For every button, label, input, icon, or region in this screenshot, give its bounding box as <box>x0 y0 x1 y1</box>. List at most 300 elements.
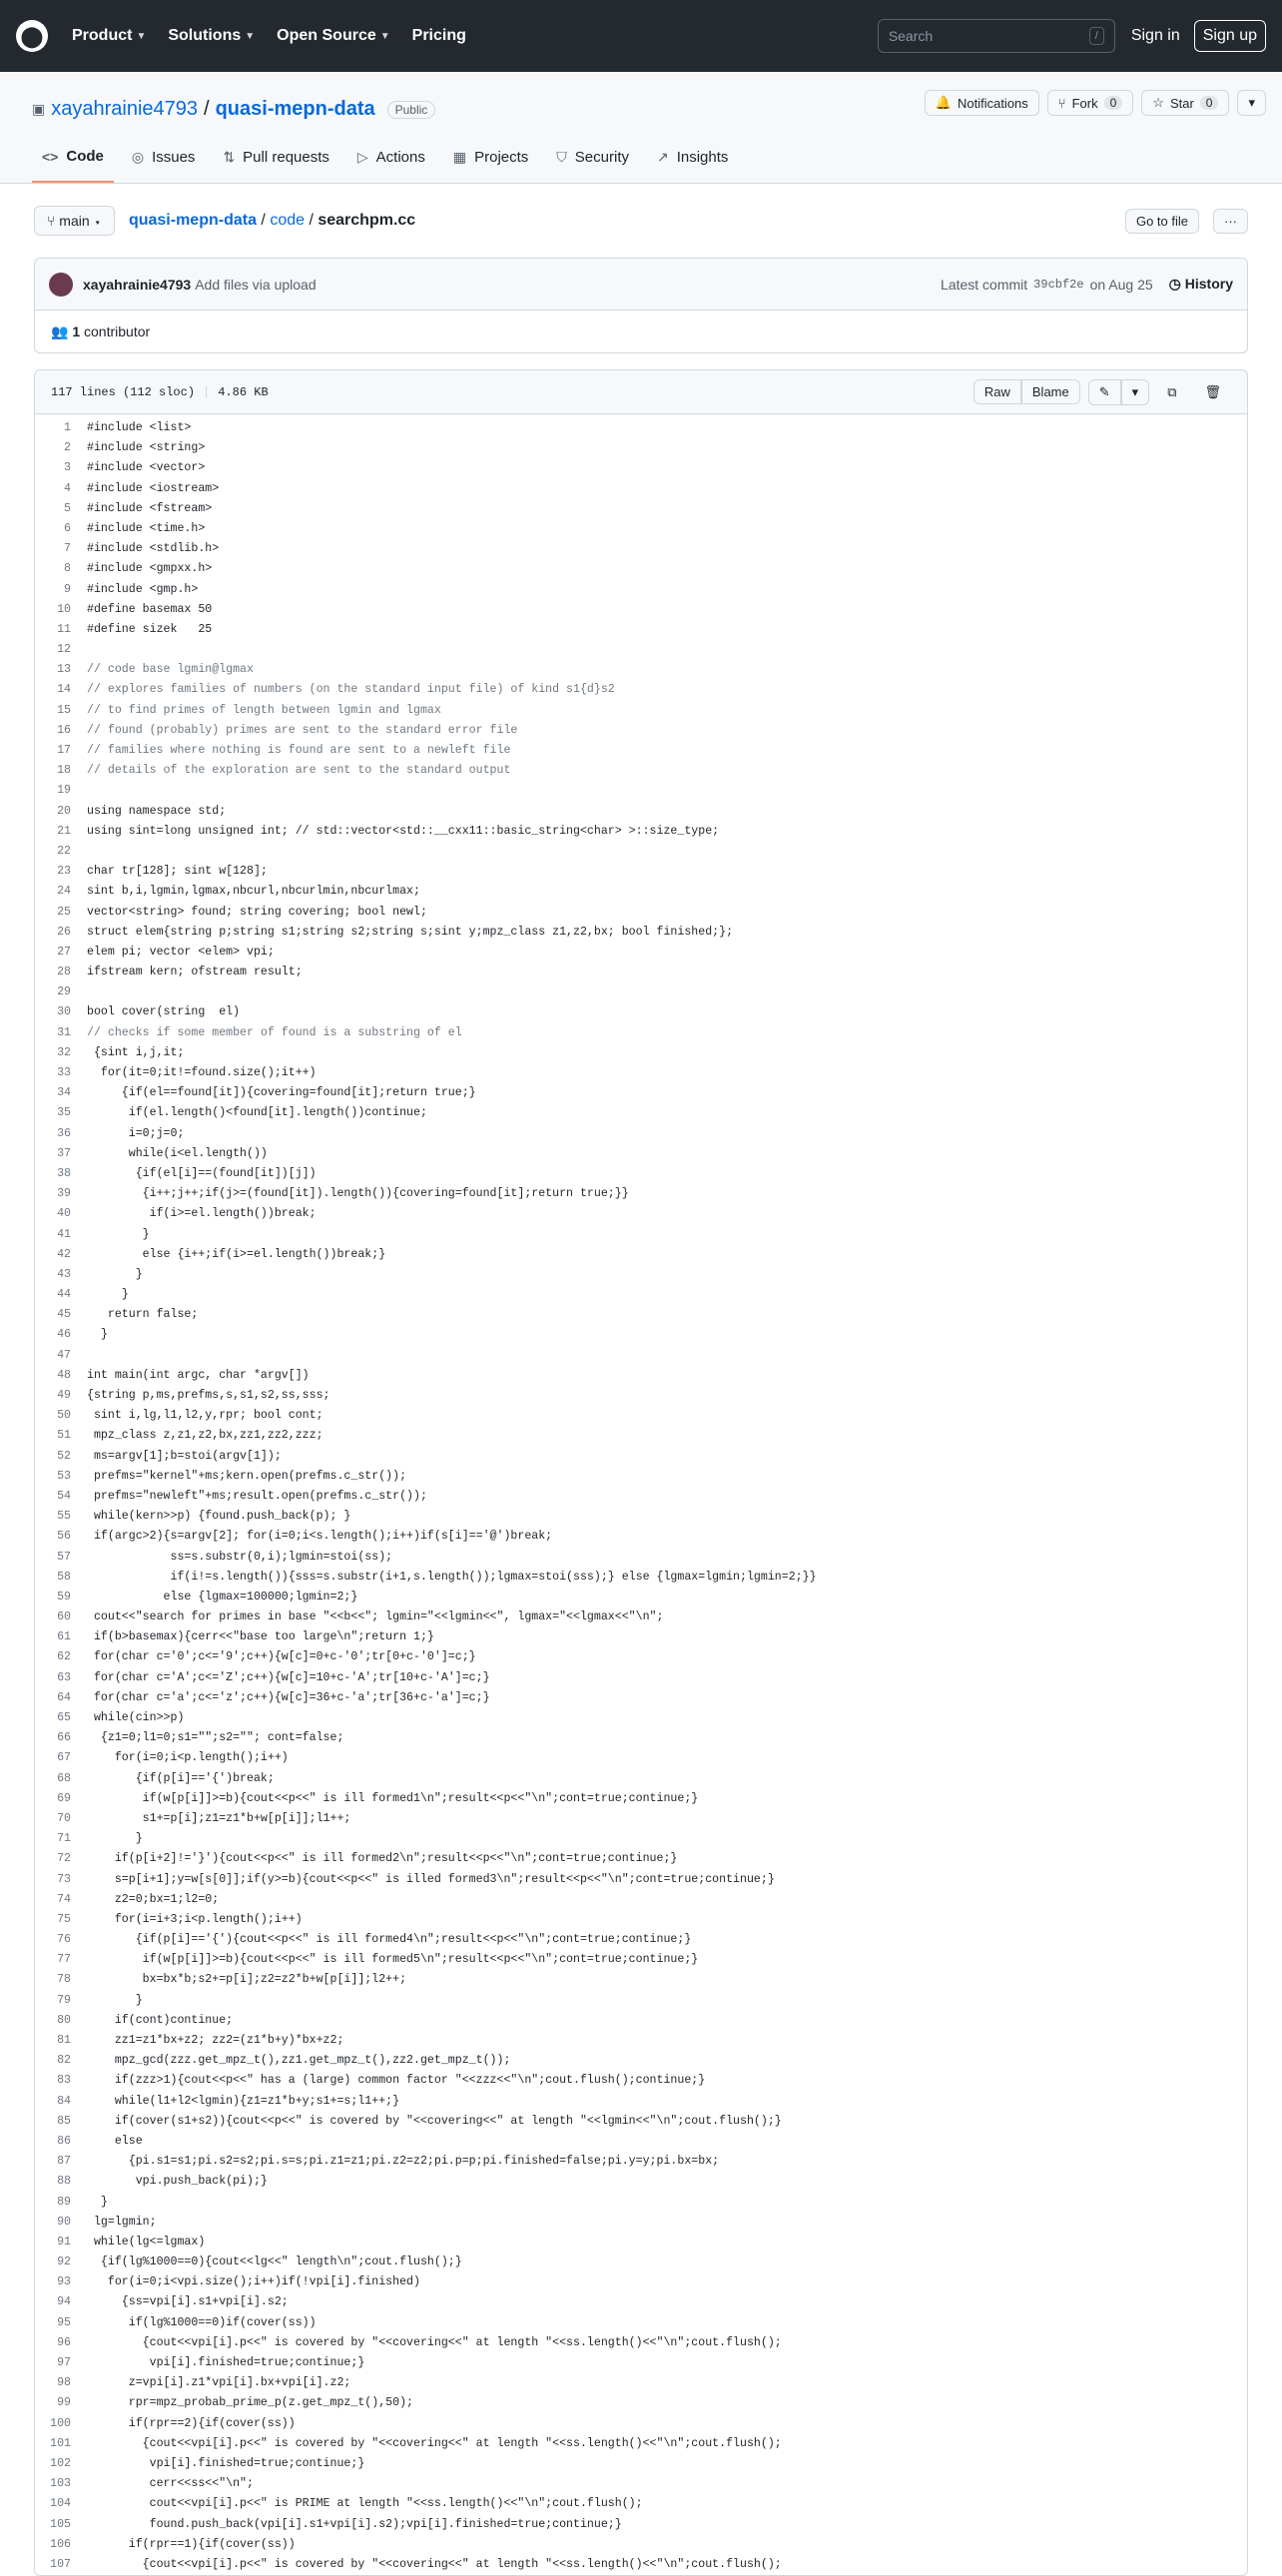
line-number[interactable]: 92 <box>57 2255 71 2269</box>
code-line <box>35 882 1247 902</box>
line-number[interactable]: 97 <box>57 2356 71 2369</box>
line-number[interactable]: 30 <box>57 1005 71 1019</box>
commit-box <box>34 258 1248 353</box>
line-number[interactable]: 104 <box>50 2497 71 2511</box>
code-line <box>35 1970 1247 1990</box>
nav-open-source[interactable]: Open Source ▼ <box>277 27 390 44</box>
line-number[interactable]: 38 <box>57 1166 71 1180</box>
code-line <box>35 1002 1247 1022</box>
code-line <box>35 1789 1247 1809</box>
star-count: 0 <box>1200 96 1219 110</box>
contributor-count: 1 <box>72 323 81 339</box>
code-line <box>35 903 1247 923</box>
pencil-icon[interactable]: ✎ <box>1088 379 1121 405</box>
line-number[interactable]: 82 <box>57 2054 71 2068</box>
breadcrumb-repo[interactable]: quasi-mepn-data <box>128 212 257 229</box>
star-dropdown-button[interactable] <box>1237 90 1266 116</box>
code-line <box>35 2474 1247 2494</box>
line-number[interactable]: 58 <box>57 1570 71 1584</box>
line-number[interactable]: 76 <box>57 1933 71 1947</box>
code-line <box>35 499 1247 519</box>
line-text: // families where nothing is found are sent to a newleft file <box>87 744 511 757</box>
line-text: {if(p[i]=='{'){cout<<p<<" is ill formed4\n";result<<p<<"\n";cont=true;continue;} <box>87 1933 692 1947</box>
line-text: {i++;j++;if(j>=(found[it]).length()){covering=found[it];return true;}} <box>87 1187 629 1201</box>
line-number[interactable]: 4 <box>64 481 71 495</box>
code-line <box>35 2132 1247 2152</box>
star-label: Star <box>1169 95 1194 111</box>
star-icon: ☆ <box>1152 95 1164 110</box>
line-text: #include <fstream> <box>87 501 213 515</box>
code-line <box>35 1568 1247 1588</box>
line-number[interactable]: 102 <box>50 2456 71 2470</box>
code-line <box>35 1144 1247 1164</box>
line-number[interactable]: 49 <box>57 1389 71 1402</box>
code-line <box>35 1204 1247 1224</box>
line-number[interactable]: 81 <box>57 2034 71 2047</box>
contributors[interactable] <box>35 311 1247 352</box>
line-number[interactable]: 103 <box>50 2477 71 2491</box>
line-text: {pi.s1=s1;pi.s2=s2;pi.s=s;pi.z1=z1;pi.z2=z2;pi.p=p;pi.finished=false;pi.y=y;pi.bx=bx; <box>87 2155 720 2169</box>
branch-icon: ⑂ <box>47 213 60 229</box>
line-number[interactable]: 90 <box>57 2215 71 2229</box>
line-number[interactable]: 42 <box>57 1247 71 1261</box>
code-line <box>35 1103 1247 1123</box>
code-line <box>35 1910 1247 1930</box>
line-number[interactable]: 15 <box>57 703 71 717</box>
line-text: if(zzz>1){cout<<p<<" has a (large) common factor "<<zzz<<"\n";cout.flush();continue;} <box>87 2074 706 2088</box>
line-number[interactable]: 12 <box>57 643 71 657</box>
more-options-button[interactable]: ··· <box>1213 209 1248 234</box>
line-text: else {lgmax=100000;lgmin=2;} <box>87 1590 358 1604</box>
line-text: sint b,i,lgmin,lgmax,nbcurl,nbcurlmin,nbcurlmax; <box>87 885 420 899</box>
code-line <box>35 1184 1247 1204</box>
line-text: prefms="newleft"+ms;result.open(prefms.c_str()); <box>87 1489 427 1503</box>
issue-icon: ◎ <box>131 149 145 165</box>
line-text: {z1=0;l1=0;s1="";s2=""; cont=false; <box>87 1731 344 1745</box>
line-text: } <box>87 1832 143 1846</box>
line-number[interactable]: 7 <box>64 542 71 556</box>
line-text: char tr[128]; sint w[128]; <box>87 865 268 879</box>
line-number[interactable]: 35 <box>57 1106 71 1120</box>
code-line <box>35 701 1247 721</box>
code-line <box>35 2414 1247 2434</box>
line-number[interactable]: 80 <box>57 2013 71 2027</box>
star-button[interactable] <box>1141 90 1229 116</box>
code-line <box>35 1366 1247 1386</box>
code-line <box>35 1527 1247 1547</box>
line-number[interactable]: 1 <box>64 421 71 434</box>
line-number[interactable]: 16 <box>57 723 71 737</box>
line-number[interactable]: 20 <box>57 804 71 818</box>
line-number[interactable]: 84 <box>57 2094 71 2108</box>
line-text: ms=argv[1];b=stoi(argv[1]); <box>87 1449 282 1463</box>
line-text: {if(el==found[it]){covering=found[it];return true;} <box>87 1086 476 1100</box>
line-number[interactable]: 8 <box>64 562 71 576</box>
fork-icon: ⑂ <box>1057 95 1066 111</box>
go-to-file-button[interactable]: Go to file <box>1125 209 1199 234</box>
line-number[interactable]: 62 <box>57 1650 71 1664</box>
line-number[interactable]: 44 <box>57 1288 71 1302</box>
code-line <box>35 2393 1247 2413</box>
line-text: else <box>87 2134 143 2148</box>
line-text: i=0;j=0; <box>87 1126 185 1140</box>
line-text: vpi[i].finished=true;continue;} <box>87 2456 365 2470</box>
line-number[interactable]: 69 <box>57 1791 71 1805</box>
line-number[interactable]: 47 <box>57 1348 71 1362</box>
line-number[interactable]: 21 <box>57 824 71 838</box>
line-number[interactable]: 100 <box>50 2416 71 2430</box>
code-line <box>35 2213 1247 2233</box>
code-line <box>35 1305 1247 1325</box>
chevron-down-icon: ▾ <box>1248 95 1255 110</box>
line-number[interactable]: 11 <box>57 622 71 636</box>
sign-up-button[interactable]: Sign up <box>1194 20 1266 52</box>
tab-label: Projects <box>474 149 529 166</box>
tab-pull-requests[interactable] <box>213 138 338 183</box>
line-number[interactable]: 41 <box>57 1227 71 1241</box>
code-line <box>35 2051 1247 2071</box>
repo-header <box>0 72 1282 184</box>
tab-insights[interactable] <box>647 138 738 183</box>
line-number[interactable]: 105 <box>50 2517 71 2531</box>
line-text: vector<string> found; string covering; bool newl; <box>87 905 427 919</box>
line-text: int main(int argc, char *argv[]) <box>87 1368 310 1382</box>
code-line <box>35 1023 1247 1043</box>
code-line <box>35 2292 1247 2312</box>
line-text: s=p[i+1];y=w[s[0]];if(y>=b){cout<<p<<" is illed formed3\n";result<<p<<"\n";cont=true;continue;} <box>87 1872 775 1886</box>
line-text: s1+=p[i];z1=z1*b+w[p[i]];l1++; <box>87 1811 351 1825</box>
line-text: using sint=long unsigned int; // std::vector<std::__cxx11::basic_string<char> >::size_type; <box>87 824 720 838</box>
file-size: 4.86 KB <box>218 384 269 399</box>
line-text: #include <iostream> <box>87 481 220 495</box>
line-number[interactable]: 37 <box>57 1146 71 1160</box>
line-number[interactable]: 86 <box>57 2134 71 2148</box>
tab-code[interactable] <box>32 138 114 183</box>
code-line <box>35 1325 1247 1345</box>
code-line <box>35 1930 1247 1950</box>
code-line <box>35 519 1247 539</box>
code-line <box>35 438 1247 458</box>
code-line <box>35 1708 1247 1728</box>
line-text: // to find primes of length between lgmin and lgmax <box>87 703 441 717</box>
line-text: for(i=0;i<vpi.size();i++)if(!vpi[i].finished) <box>87 2275 420 2289</box>
line-text: while(cin>>p) <box>87 1711 185 1724</box>
line-number[interactable]: 57 <box>57 1550 71 1564</box>
line-number[interactable]: 14 <box>57 683 71 697</box>
line-text: #include <gmp.h> <box>87 582 199 596</box>
line-text: mpz_gcd(zzz.get_mpz_t(),zz1.get_mpz_t(),zz2.get_mpz_t()); <box>87 2054 511 2068</box>
tab-label: Pull requests <box>243 149 329 166</box>
line-number[interactable]: 83 <box>57 2074 71 2088</box>
code-line <box>35 640 1247 660</box>
code-line <box>35 1829 1247 1849</box>
line-text: #include <time.h> <box>87 521 206 535</box>
line-number[interactable]: 66 <box>57 1731 71 1745</box>
tab-label: Code <box>66 148 104 165</box>
avatar[interactable] <box>49 273 73 297</box>
line-text: ifstream kern; ofstream result; <box>87 966 303 979</box>
line-text: vpi[i].finished=true;continue;} <box>87 2356 365 2369</box>
raw-button[interactable]: Raw <box>973 379 1021 404</box>
code-line <box>35 1890 1247 1910</box>
commit-author[interactable]: xayahrainie4793 <box>83 276 192 293</box>
line-number[interactable]: 3 <box>64 461 71 475</box>
sign-in-link[interactable]: Sign in <box>1130 27 1180 44</box>
code-line <box>35 2031 1247 2051</box>
code-line <box>35 1748 1247 1768</box>
branch-selector[interactable] <box>34 206 115 236</box>
code-line <box>35 1950 1247 1970</box>
line-number[interactable]: 98 <box>57 2376 71 2390</box>
line-text: if(lg%1000==0)if(cover(ss)) <box>87 2315 317 2329</box>
tab-label: Security <box>574 149 629 166</box>
nav-solutions[interactable]: Solutions ▼ <box>168 27 256 44</box>
history-link[interactable] <box>1169 276 1233 293</box>
blame-button[interactable]: Blame <box>1021 379 1080 404</box>
clock-icon: ◷ <box>1168 276 1185 292</box>
line-number[interactable]: 95 <box>57 2315 71 2329</box>
line-number[interactable]: 27 <box>57 945 71 959</box>
line-number[interactable]: 70 <box>57 1811 71 1825</box>
line-number[interactable]: 9 <box>64 582 71 596</box>
line-number[interactable]: 13 <box>57 663 71 677</box>
line-text: } <box>87 1227 150 1241</box>
code-line <box>35 1083 1247 1103</box>
nav-product[interactable]: Product ▼ <box>72 27 147 44</box>
line-number[interactable]: 19 <box>57 784 71 798</box>
breadcrumb-folder[interactable]: code <box>270 212 306 229</box>
code-line <box>35 923 1247 943</box>
latest-commit <box>35 259 1247 311</box>
code-line <box>35 2193 1247 2213</box>
code-line <box>35 620 1247 640</box>
divider: | <box>203 384 211 399</box>
line-text: for(char c='0';c<='9';c++){w[c]=0+c-'0';tr[0+c-'0']=c;} <box>87 1650 476 1664</box>
commit-sha[interactable]: 39cbf2e <box>1033 277 1084 292</box>
code-line <box>35 479 1247 499</box>
line-text: if(w[p[i]]>=b){cout<<p<<" is ill formed5\n";result<<p<<"\n";cont=true;continue;} <box>87 1953 699 1967</box>
line-number[interactable]: 53 <box>57 1469 71 1483</box>
code-line <box>35 1688 1247 1708</box>
notifications-button[interactable] <box>925 90 1039 116</box>
line-number[interactable]: 25 <box>57 905 71 919</box>
line-number[interactable]: 39 <box>57 1187 71 1201</box>
line-number[interactable]: 52 <box>57 1449 71 1463</box>
code-line <box>35 1164 1247 1184</box>
code-line <box>35 781 1247 801</box>
line-number[interactable]: 59 <box>57 1590 71 1604</box>
line-number[interactable]: 31 <box>57 1025 71 1039</box>
line-number[interactable]: 106 <box>50 2537 71 2551</box>
line-number[interactable]: 34 <box>57 1086 71 1100</box>
line-text: for(it=0;it!=found.size();it++) <box>87 1066 317 1079</box>
table-icon: ▦ <box>452 149 467 165</box>
line-number[interactable]: 28 <box>57 966 71 979</box>
line-number[interactable]: 64 <box>57 1690 71 1704</box>
line-text: if(rpr==2){if(cover(ss)) <box>87 2416 296 2430</box>
line-text: // code base lgmin@lgmax <box>87 663 254 677</box>
tab-issues[interactable] <box>122 138 206 183</box>
line-number[interactable]: 63 <box>57 1670 71 1684</box>
line-number[interactable]: 89 <box>57 2195 71 2209</box>
code-line <box>35 1225 1247 1245</box>
tab-label: Insights <box>676 149 729 166</box>
line-number[interactable]: 99 <box>57 2396 71 2410</box>
tab-security[interactable] <box>546 138 639 183</box>
line-number[interactable]: 72 <box>57 1852 71 1866</box>
line-number[interactable]: 18 <box>57 764 71 778</box>
code-line <box>35 822 1247 842</box>
line-number[interactable]: 67 <box>57 1751 71 1765</box>
fork-label: Fork <box>1071 95 1098 111</box>
line-number[interactable]: 26 <box>57 925 71 939</box>
code-line <box>35 721 1247 741</box>
commit-meta <box>941 276 1233 293</box>
line-number[interactable]: 23 <box>57 865 71 879</box>
line-number[interactable]: 5 <box>64 501 71 515</box>
code-line <box>35 1285 1247 1305</box>
line-number[interactable]: 56 <box>57 1530 71 1544</box>
line-number[interactable]: 24 <box>57 885 71 899</box>
pull-request-icon: ⇅ <box>223 149 236 165</box>
line-text: for(char c='a';c<='z';c++){w[c]=36+c-'a';tr[36+c-'a']=c;} <box>87 1690 490 1704</box>
search-input[interactable] <box>878 19 1115 53</box>
code-line <box>35 2555 1247 2575</box>
line-number[interactable]: 78 <box>57 1973 71 1987</box>
github-logo-icon[interactable]: ⬤ <box>16 20 48 52</box>
line-text: if(cont)continue; <box>87 2013 234 2027</box>
line-number[interactable]: 43 <box>57 1267 71 1281</box>
line-text: {ss=vpi[i].s1+vpi[i].s2; <box>87 2295 289 2309</box>
line-text: } <box>87 1288 129 1302</box>
line-number[interactable]: 32 <box>57 1045 71 1059</box>
code-line <box>35 1668 1247 1688</box>
code-line <box>35 2152 1247 2172</box>
line-text: } <box>87 1328 108 1342</box>
breadcrumb-file: searchpm.cc <box>318 212 416 229</box>
line-text: for(char c='A';c<='Z';c++){w[c]=10+c-'A';tr[10+c-'A']=c;} <box>87 1670 490 1684</box>
branch-name: main <box>59 213 90 229</box>
line-number[interactable]: 2 <box>64 441 71 455</box>
line-text: #define sizek 25 <box>87 622 213 636</box>
path-separator: / <box>204 98 210 120</box>
line-number[interactable]: 33 <box>57 1066 71 1079</box>
line-text: elem pi; vector <elem> vpi; <box>87 945 275 959</box>
repo-owner-link[interactable]: xayahrainie4793 <box>51 98 199 120</box>
line-number[interactable]: 51 <box>57 1429 71 1443</box>
line-number[interactable]: 46 <box>57 1328 71 1342</box>
line-text: if(w[p[i]]>=b){cout<<p<<" is ill formed1\n";result<<p<<"\n";cont=true;continue;} <box>87 1791 699 1805</box>
bell-icon: 🔔 <box>935 95 952 110</box>
line-number[interactable]: 107 <box>50 2557 71 2571</box>
notifications-label: Notifications <box>957 95 1028 111</box>
line-number[interactable]: 87 <box>57 2155 71 2169</box>
code-line <box>35 2515 1247 2535</box>
repo-name-link[interactable]: quasi-mepn-data <box>215 98 375 120</box>
line-number[interactable]: 94 <box>57 2295 71 2309</box>
line-text: struct elem{string p;string s1;string s2;string s;sint y;mpz_class z1,z2,bx; bool finished;}; <box>87 925 734 939</box>
tab-projects[interactable] <box>443 138 538 183</box>
history-label: History <box>1184 276 1233 292</box>
line-number[interactable]: 79 <box>57 1993 71 2007</box>
line-number[interactable]: 50 <box>57 1409 71 1423</box>
line-number[interactable]: 91 <box>57 2235 71 2249</box>
line-number[interactable]: 6 <box>64 521 71 535</box>
commit-message[interactable]: Add files via upload <box>195 276 317 293</box>
code-line <box>35 1124 1247 1144</box>
commit-date: on Aug 25 <box>1089 276 1153 293</box>
line-text: sint i,lg,l1,l2,y,rpr; bool cont; <box>87 1409 323 1423</box>
line-number[interactable]: 29 <box>57 985 71 999</box>
tab-label: Actions <box>375 149 425 166</box>
line-number[interactable]: 65 <box>57 1711 71 1724</box>
code-line <box>35 1245 1247 1265</box>
code-line <box>35 1063 1247 1083</box>
line-number[interactable]: 36 <box>57 1126 71 1140</box>
line-number[interactable]: 10 <box>57 602 71 616</box>
line-number[interactable]: 45 <box>57 1308 71 1322</box>
line-number[interactable]: 96 <box>57 2335 71 2349</box>
repo-icon: ▣ <box>32 101 46 117</box>
latest-commit-label: Latest commit <box>941 276 1028 293</box>
line-number[interactable]: 77 <box>57 1953 71 1967</box>
line-number[interactable]: 75 <box>57 1912 71 1926</box>
line-number[interactable]: 71 <box>57 1832 71 1846</box>
copy-icon[interactable]: ⧉ <box>1167 383 1177 399</box>
line-number[interactable]: 61 <box>57 1630 71 1644</box>
line-text: #include <string> <box>87 441 206 455</box>
repo-actions <box>925 90 1266 116</box>
line-text: using namespace std; <box>87 804 227 818</box>
line-number[interactable]: 88 <box>57 2175 71 2189</box>
line-number[interactable]: 17 <box>57 744 71 757</box>
line-number[interactable]: 54 <box>57 1489 71 1503</box>
line-text: if(p[i+2]!='}'){cout<<p<<" is ill formed2\n";result<<p<<"\n";cont=true;continue;} <box>87 1852 678 1866</box>
repo-tabs <box>32 138 738 183</box>
line-number[interactable]: 22 <box>57 844 71 858</box>
line-number[interactable]: 93 <box>57 2275 71 2289</box>
line-number[interactable]: 74 <box>57 1892 71 1906</box>
chevron-down-icon[interactable]: ▾ <box>1121 379 1150 405</box>
line-number[interactable]: 55 <box>57 1510 71 1524</box>
people-icon: 👥 <box>51 322 73 339</box>
edit-group <box>1088 379 1149 405</box>
code-line <box>35 1728 1247 1748</box>
code-line <box>35 418 1247 438</box>
line-number[interactable]: 85 <box>57 2114 71 2128</box>
nav-pricing[interactable]: Pricing <box>411 27 466 44</box>
tab-actions[interactable] <box>347 138 435 183</box>
line-number[interactable]: 40 <box>57 1207 71 1221</box>
line-number[interactable]: 73 <box>57 1872 71 1886</box>
line-number[interactable]: 48 <box>57 1368 71 1382</box>
code-line <box>35 842 1247 862</box>
line-number[interactable]: 101 <box>50 2436 71 2450</box>
code-line <box>35 862 1247 882</box>
trash-icon[interactable]: 🗑 <box>1204 383 1221 399</box>
line-text: {string p,ms,prefms,s,s1,s2,ss,sss; <box>87 1389 330 1402</box>
line-text: mpz_class z,z1,z2,bx,zz1,zz2,zzz; <box>87 1429 323 1443</box>
line-text: found.push_back(vpi[i].s1+vpi[i].s2);vpi[i].finished=true;continue;} <box>87 2517 622 2531</box>
line-number[interactable]: 60 <box>57 1610 71 1624</box>
code-line <box>35 1991 1247 2011</box>
line-text: // details of the exploration are sent to the standard output <box>87 764 511 778</box>
shield-icon: ⛉ <box>556 149 567 165</box>
code-line <box>35 1507 1247 1527</box>
code-line <box>35 2434 1247 2454</box>
fork-button[interactable] <box>1047 90 1134 116</box>
line-number[interactable]: 68 <box>57 1771 71 1785</box>
